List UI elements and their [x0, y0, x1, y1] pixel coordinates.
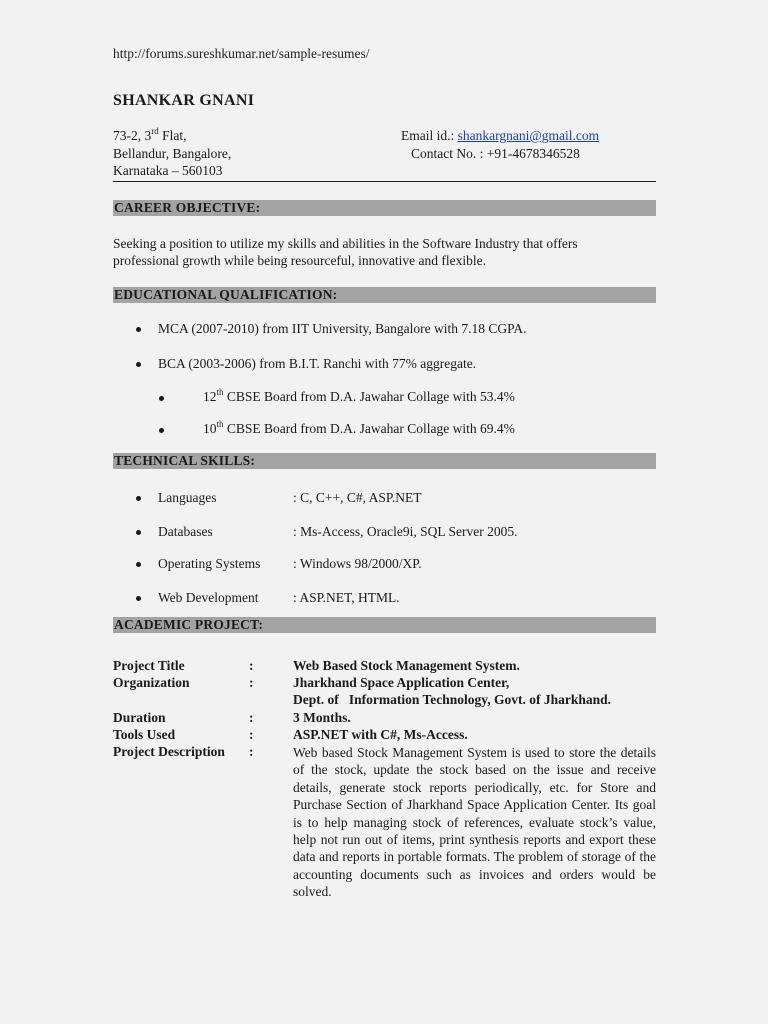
- address-line-3: Karnataka – 560103: [113, 163, 223, 178]
- project-title-label: Project Title: [113, 658, 185, 673]
- bullet-icon: [136, 362, 141, 367]
- project-description-text: Web based Stock Management System is used to store the details of the stock, update the stock based on the issue and receive details, generate stock reports periodically, etc. for Store and Purchase Section of Jharkhand Space Application Center. Its goal is to help managing stock of references, evaluate stock’s value, help not run out of items, print synthesis reports and export these data and reports in portable formats. The problem of storage of the accounting documents such as invoices and orders would be solved.: [293, 745, 656, 900]
- bullet-icon: [136, 596, 141, 601]
- skill-label-languages: Languages: [158, 490, 217, 505]
- bullet-icon: [159, 396, 164, 401]
- skill-label-os: Operating Systems: [158, 556, 261, 571]
- email-link[interactable]: shankargnani@gmail.com: [457, 128, 600, 143]
- email-label: Email id.:: [401, 128, 458, 143]
- career-objective-text: Seeking a position to utilize my skills and abilities in the Software Industry that offers professional growth while being resourceful, innovative and flexible.: [113, 236, 578, 268]
- skill-value-databases: : Ms-Access, Oracle9i, SQL Server 2005.: [293, 524, 518, 539]
- address-line-2: Bellandur, Bangalore,: [113, 146, 232, 161]
- education-12th-suffix: CBSE Board from D.A. Jawahar Collage with 53.4%: [223, 389, 515, 404]
- section-education: EDUCATIONAL QUALIFICATION:: [113, 287, 656, 303]
- section-academic-project: ACADEMIC PROJECT:: [113, 617, 656, 633]
- section-technical-skills: TECHNICAL SKILLS:: [113, 453, 656, 469]
- address-line-1-suffix: Flat,: [158, 128, 187, 143]
- organization-value-2: Dept. of Information Technology, Govt. of Jharkhand.: [293, 692, 612, 707]
- skill-label-databases: Databases: [158, 524, 213, 539]
- project-title-value: Web Based Stock Management System.: [293, 658, 520, 673]
- email-line: [401, 128, 599, 144]
- bullet-icon: [136, 327, 141, 332]
- organization-value-1: Jharkhand Space Application Center,: [293, 675, 510, 690]
- duration-value: 3 Months.: [293, 710, 351, 725]
- candidate-name: SHANKAR GNANI: [113, 92, 255, 109]
- section-career-objective: CAREER OBJECTIVE:: [113, 200, 656, 216]
- education-bca: BCA (2003-2006) from B.I.T. Ranchi with 77% aggregate.: [158, 356, 477, 371]
- contact-number: Contact No. : +91-4678346528: [411, 146, 580, 161]
- education-10th-suffix: CBSE Board from D.A. Jawahar Collage with 69.4%: [223, 421, 515, 436]
- address-line-1: [113, 125, 187, 144]
- duration-label: Duration: [113, 710, 166, 725]
- education-12th: [203, 386, 515, 405]
- education-mca: MCA (2007-2010) from IIT University, Bangalore with 7.18 CGPA.: [158, 321, 527, 336]
- duration-colon: :: [249, 710, 254, 725]
- skill-label-web: Web Development: [158, 590, 259, 605]
- project-description-colon: :: [249, 744, 254, 759]
- education-10th: [203, 418, 515, 437]
- bullet-icon: [159, 428, 164, 433]
- skill-value-os: : Windows 98/2000/XP.: [293, 556, 422, 571]
- project-description-label: Project Description: [113, 744, 225, 759]
- organization-label: Organization: [113, 675, 190, 690]
- education-12th-sup: th: [216, 386, 224, 397]
- skill-value-languages: : C, C++, C#, ASP.NET: [293, 490, 422, 505]
- tools-colon: :: [249, 727, 254, 742]
- header-divider: [113, 181, 656, 182]
- address-line-1-prefix: 73-2, 3: [113, 128, 152, 143]
- bullet-icon: [136, 496, 141, 501]
- education-10th-prefix: 10: [203, 421, 217, 436]
- organization-colon: :: [249, 675, 254, 690]
- education-12th-prefix: 12: [203, 389, 217, 404]
- tools-value: ASP.NET with C#, Ms-Access.: [293, 727, 468, 742]
- project-title-colon: :: [249, 658, 254, 673]
- bullet-icon: [136, 562, 141, 567]
- source-url[interactable]: http://forums.sureshkumar.net/sample-resumes/: [113, 46, 370, 61]
- address-line-1-sup: rd: [151, 125, 159, 136]
- tools-label: Tools Used: [113, 727, 176, 742]
- education-10th-sup: th: [216, 418, 224, 429]
- bullet-icon: [136, 530, 141, 535]
- skill-value-web: : ASP.NET, HTML.: [293, 590, 400, 605]
